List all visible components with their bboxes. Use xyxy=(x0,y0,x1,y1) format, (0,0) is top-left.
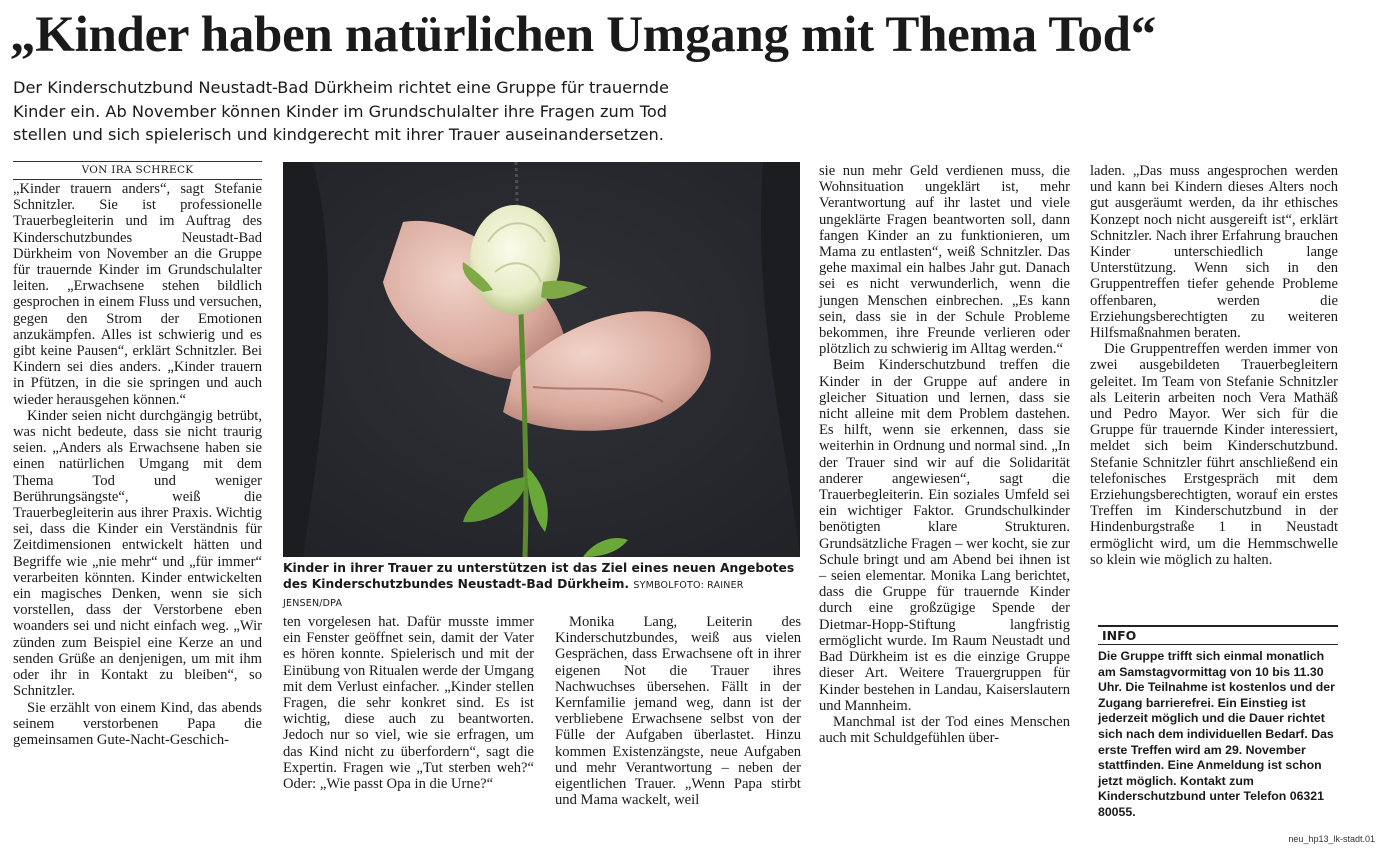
article-column-3 xyxy=(555,614,801,808)
paragraph: Kinder seien nicht durchgängig betrübt, was nicht bedeute, dass sie nicht traurig seien. „Anders als Erwachsene haben sie einen natürlichen Umgang mit dem Thema Tod und weniger Berührungsängste“, weiß die Trauerbegleiterin aus ihrer Praxis. Wichtig sei, dass die Kinder ein Verständnis für Zeitdimensionen entwickelt hätten und Begriffe wie „nie mehr“ und „für immer“ verarbeiten könnten. Kinder entwickelten ein magisches Denken, wenn sie sich vorstellen, dass der Verstorbene eben woanders sei und nicht einfach weg. „Wir zünden zum Beispiel eine Kerze an und senden Grüße an denjenigen, um mit ihm oder ihr in Kontakt zu bleiben“, so Schnitzler. xyxy=(13,407,262,700)
headline: „Kinder haben natürlichen Umgang mit Thema Tod“ xyxy=(10,7,1156,63)
paragraph: Die Gruppentreffen werden immer von zwei ausgebildeten Trauerbegleitern geleitet. Im Team von Stefanie Schnitzler als Leiterin arbeiten noch Vera Mathäß und Pedro Mayor. Wer sich für die Gruppe für trauernde Kinder interessiert, meldet sich beim Kinderschutzbund. Stefanie Schnitzler führt anschließend ein telefonisches Erstgespräch mit dem Erziehungsberechtigten, worauf ein erstes Treffen im Kinderschutzbund in der Hindenburgstraße 1 in Neustadt ermöglicht wird, um die Hemmschwelle so klein wie möglich zu halten. xyxy=(1090,341,1338,568)
info-box xyxy=(1098,625,1338,821)
caption-text: Kinder in ihrer Trauer zu unterstützen ist das Ziel eines neuen Angebotes des Kinderschutzbundes Neustadt-Bad Dürkheim. xyxy=(283,561,795,591)
lead-paragraph xyxy=(13,76,713,147)
article-column-1 xyxy=(13,181,262,748)
info-title: INFO xyxy=(1098,625,1338,645)
article-column-5 xyxy=(1090,163,1338,568)
paragraph: ten vorgelesen hat. Dafür musste immer ein Fenster geöffnet sein, damit der Vater es hören konnte. Spielerisch und mit der Einübung von Ritualen werde der Umgang mit dem Verlust einfacher. „Kinder stellen Fragen, die sehr konkret sind. Es ist wichtig, diese auch zu beantworten. Jedoch nur so viel, wie sie erfragen, um das Kind nicht zu überfordern“, sagt die Expertin. Fragen wie „Tut sterben weh?“ Oder: „Wie passt Opa in die Urne?“ xyxy=(283,614,534,793)
article-column-4 xyxy=(819,163,1070,746)
paragraph: Sie erzählt von einem Kind, das abends seinem verstorbenen Papa die gemeinsamen Gute-Nacht-Geschich- xyxy=(13,699,262,748)
paragraph: Monika Lang, Leiterin des Kinderschutzbundes, weiß aus vielen Gesprächen, dass Erwachsene oft in ihrer eigenen Not die Trauer ihres Nachwuchses übersehen. Fällt in der Kernfamilie jemand weg, dann ist der verbliebene Erwachsene selbst von der Fülle der Aufgaben überlastet. Hinzu kommen Existenzängste, neue Aufgaben und mehr Verantwortung – neben der eigentlichen Trauer. „Wenn Papa stirbt und Mama wackelt, weil xyxy=(555,614,801,809)
article-column-2 xyxy=(283,614,534,792)
photo-credit: SYMBOLFOTO: RAINER JENSEN/DPA xyxy=(283,580,744,609)
page-code: neu_hp13_lk-stadt.01 xyxy=(1288,834,1375,844)
info-text: Die Gruppe trifft sich einmal monatlich am Samstagvormittag von 10 bis 11.30 Uhr. Die Teilnahme ist kostenlos und der Zugang barrierefrei. Ein Einstieg ist jederzeit möglich und die Dauer richtet sich nach dem individuellen Bedarf. Das erste Treffen wird am 29. November stattfinden. Eine Anmeldung ist schon jetzt möglich. Kontakt zum Kinderschutzbund unter Telefon 06321 80055. xyxy=(1098,649,1335,819)
paragraph: Manchmal ist der Tod eines Menschen auch mit Schuldgefühlen über- xyxy=(819,713,1070,747)
byline: VON IRA SCHRECK xyxy=(13,161,262,180)
paragraph: „Kinder trauern anders“, sagt Stefanie Schnitzler. Sie ist professionelle Trauerbegleiterin und im Auftrag des Kinderschutzbundes Neustadt-Bad Dürkheim von November an die Gruppe für trauernde Kinder im Grundschulalter leiten. „Erwachsene stehen bildlich gesprochen in einem Fluss und versuchen, gegen den Strom der Emotionen anzukämpfen. Alles ist schwierig und es gibt keine Pausen“, erklärt Schnitzler. Bei Kindern sei dies anders. „Kinder trauern in Pfützen, in die sie springen und auch wieder herausgehen können.“ xyxy=(13,181,262,408)
photo-white-rose-hands xyxy=(283,162,800,557)
photo-caption xyxy=(283,560,800,612)
paragraph: laden. „Das muss angesprochen werden und kann bei Kindern dieses Alters noch gut ausgeräumt werden, da ihr ethisches Konzept noch nicht ausgereift ist“, erklärt Schnitzler. Nach ihrer Erfahrung brauchen Kinder unterschiedlich lange Unterstützung. Wenn sich in den Gruppentreffen tiefer gehende Probleme offenbaren, werden die Erziehungsberechtigten zu weiteren Hilfsmaßnahmen beraten. xyxy=(1090,163,1338,342)
lead-line: Kinder ein. Ab November können Kinder im Grundschulalter ihre Fragen zum Tod xyxy=(13,101,668,121)
article-photo xyxy=(283,162,800,557)
lead-line: Der Kinderschutzbund Neustadt-Bad Dürkheim richtet eine Gruppe für trauernde xyxy=(13,78,669,97)
lead-line: stellen und sich spielerisch und kindgerecht mit ihrer Trauer auseinandersetzen. xyxy=(13,125,664,144)
paragraph: Beim Kinderschutzbund treffen die Kinder in der Gruppe auf andere in gleicher Situation und lernen, dass sie nicht alleine mit dem Problem dastehen. Es hilft, wenn sie erkennen, dass sie weiterhin in Ordnung und normal sind. „In der Trauer sind wir auf die Solidarität anderer angewiesen“, sagt die Trauerbegleiterin. Ein soziales Umfeld sei ein wichtiger Faktor. Grundschulkinder benötigten klare Strukturen. Grundsätzliche Fragen – wer kocht, sie zur Schule bringt und am Abend bei ihnen ist – seien elementar. Monika Lang berichtet, dass die Gruppe für trauernde Kinder durch eine großzügige Spende der Dietmar-Hopp-Stiftung langfristig ermöglicht wurde. Im Raum Neustadt und Bad Dürkheim ist es die einzige Gruppe dieser Art. Weitere Trauergruppen für Kinder bestehen in Landau, Kaiserslautern und Mannheim. xyxy=(819,357,1070,714)
paragraph: sie nun mehr Geld verdienen muss, die Wohnsituation ungeklärt ist, mehr Verantwortung auf ihr lastet und viele ungeklärte Fragen beantworten soll, dann fangen Kinder an zu funktionieren, um Mama zu entlasten“, weiß Schnitzler. Das gehe maximal ein halbes Jahr gut. Danach sei es nicht verwunderlich, wenn die jungen Menschen einbrechen. „Es kann sein, dass sie in der Schule Probleme bekommen, ihre Freunde verlieren oder plötzlich zu schwierig im Alltag werden.“ xyxy=(819,163,1070,358)
